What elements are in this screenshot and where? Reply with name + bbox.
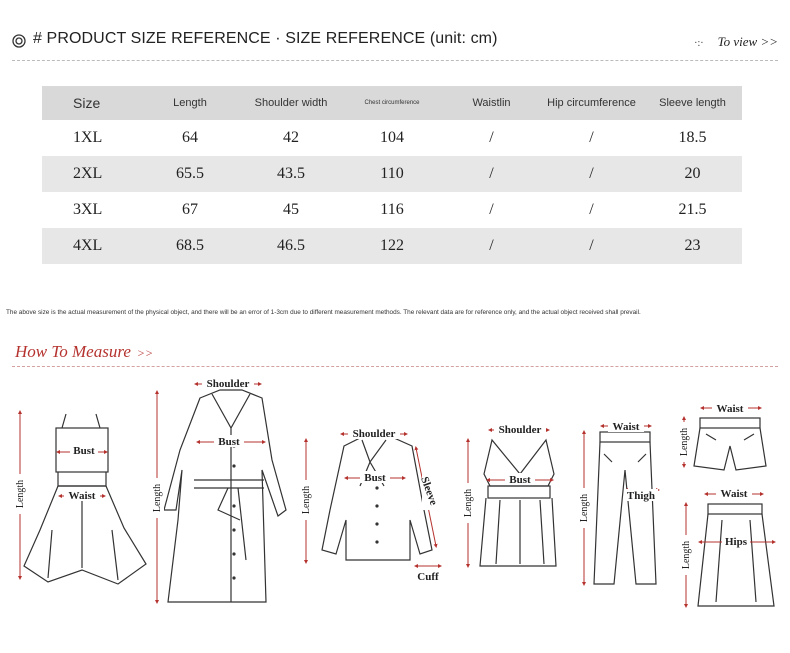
cell-hip: / xyxy=(589,201,594,218)
cell-size: 1XL xyxy=(73,129,103,146)
cell-shoulder: 45 xyxy=(283,201,299,218)
cell-hip: / xyxy=(589,129,594,146)
length-label: Length xyxy=(301,485,312,515)
size-table xyxy=(42,86,742,264)
arrows-icon: >> xyxy=(136,346,154,360)
length-label: Length xyxy=(152,483,163,513)
hips-label: Hips xyxy=(724,536,748,548)
col-header-chest: Chest circumference xyxy=(341,86,443,120)
page-title: # PRODUCT SIZE REFERENCE · SIZE REFERENCE (unit: cm) xyxy=(33,30,498,47)
table-row xyxy=(42,120,742,156)
table-row xyxy=(42,228,742,264)
spiral-logo-icon xyxy=(12,34,26,48)
col-header-length: Length xyxy=(139,86,241,120)
cell-hip: / xyxy=(540,156,643,192)
coat-figure xyxy=(150,377,286,602)
cell-sleeve: 18.5 xyxy=(678,129,707,146)
cell-length: 65.5 xyxy=(139,156,241,192)
blouse-figure xyxy=(299,427,440,583)
shoulder-label: Shoulder xyxy=(498,424,542,436)
cell-hip: / xyxy=(540,228,643,264)
table-row xyxy=(42,192,742,228)
length-label: Length xyxy=(681,540,692,570)
trousers-figure xyxy=(577,420,658,584)
cell-sleeve: 21.5 xyxy=(678,201,707,218)
cell-shoulder: 46.5 xyxy=(241,228,341,264)
cell-sleeve: 20 xyxy=(643,156,742,192)
cell-sleeve: 23 xyxy=(643,228,742,264)
table-header-row xyxy=(42,86,742,120)
cell-size: 4XL xyxy=(42,228,139,264)
waist-label: Waist xyxy=(612,421,640,433)
to-view-link[interactable] xyxy=(694,34,778,50)
cell-length: 68.5 xyxy=(139,228,241,264)
bust-label: Bust xyxy=(73,445,95,457)
cell-size: 2XL xyxy=(42,156,139,192)
cell-shoulder: 43.5 xyxy=(241,156,341,192)
crosshair-icon: ·:· xyxy=(694,38,704,49)
cell-size: 3XL xyxy=(73,201,103,218)
cell-waist: / xyxy=(489,129,494,146)
to-view-label: To view >> xyxy=(717,34,778,49)
cell-length: 64 xyxy=(182,129,198,146)
cell-length: 67 xyxy=(182,201,198,218)
length-label: Length xyxy=(679,427,690,457)
cell-chest: 110 xyxy=(341,156,443,192)
measurement-note: The above size is the actual measurement of the physical object, and there will be an error of 1-3cm due to different measurement methods. The relevant data are for reference only, and the actual object received shall prevail. xyxy=(6,309,641,316)
waist-label: Waist xyxy=(68,490,96,502)
col-header-waist: Waistlin xyxy=(443,86,540,120)
header-divider xyxy=(12,60,778,61)
cuff-label: Cuff xyxy=(417,571,439,583)
thigh-label: Thigh xyxy=(626,490,656,502)
shoulder-label: Shoulder xyxy=(206,378,250,390)
dress-figure xyxy=(13,412,146,584)
col-header-sleeve: Sleeve length xyxy=(643,86,742,120)
page-header xyxy=(12,28,778,58)
cell-chest: 122 xyxy=(341,228,443,264)
bust-label: Bust xyxy=(364,472,386,484)
cell-waist: / xyxy=(443,228,540,264)
col-header-size: Size xyxy=(42,86,139,120)
bust-label: Bust xyxy=(509,474,531,486)
shoulder-label: Shoulder xyxy=(352,428,396,440)
length-label: Length xyxy=(463,488,474,518)
sleeve-label: Sleeve xyxy=(418,475,440,507)
how-to-measure-label: How To Measure xyxy=(15,342,131,361)
col-header-hip: Hip circumference xyxy=(540,86,643,120)
cell-shoulder: 42 xyxy=(283,129,299,146)
measure-illustrations xyxy=(0,370,790,650)
cell-waist: / xyxy=(443,156,540,192)
shorts-figure xyxy=(677,402,766,470)
cell-chest: 116 xyxy=(380,201,404,218)
length-label: Length xyxy=(15,479,26,509)
cell-chest: 104 xyxy=(380,129,404,146)
measure-divider xyxy=(12,366,778,367)
length-label: Length xyxy=(579,493,590,523)
cell-waist: / xyxy=(489,201,494,218)
waist-label: Waist xyxy=(716,403,744,415)
table-row xyxy=(42,156,742,192)
skirt-figure xyxy=(679,487,774,606)
col-header-shoulder: Shoulder width xyxy=(241,86,341,120)
waist-label: Waist xyxy=(720,488,748,500)
camisole-figure xyxy=(461,423,556,566)
bust-label: Bust xyxy=(218,436,240,448)
how-to-measure-title xyxy=(15,342,153,362)
